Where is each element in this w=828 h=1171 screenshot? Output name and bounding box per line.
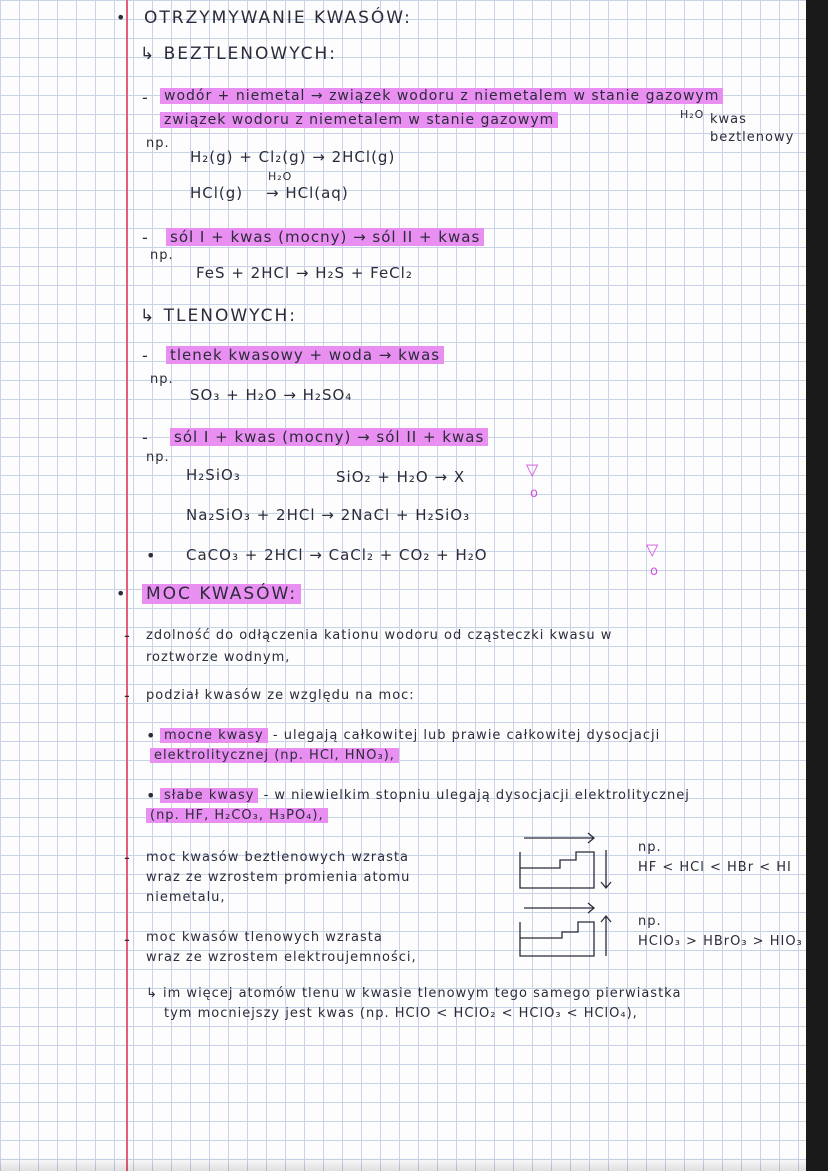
bullet: • [116,584,126,603]
beztlenowe-moc-line2: wraz ze wzrostem promienia atomu [146,870,411,885]
highlight: wodór + niemetal → związek wodoru z niemetalem w stanie gazowym [160,88,723,104]
example-hcl-aq: → HCl(aq) [266,184,349,202]
example-sio2: SiO₂ + H₂O → X [336,468,466,486]
np-label: np. [638,840,662,855]
tlenowe-method1 [166,346,444,364]
example-fes: FeS + 2HCl → H₂S + FeCl₂ [196,264,413,282]
tlenowe-moc-line2: wraz ze wzrostem elektroujemności, [146,950,417,965]
dash: - [124,930,130,949]
margin-line [126,0,128,1171]
example-h2sio3: H₂SiO₃ [186,466,241,484]
circle-mark-icon: o [650,564,658,579]
example-hcl-g: HCl(g) [190,184,244,202]
beztlenowe-moc-line3: niemetalu, [146,890,226,905]
im-wiecej-line2: tym mocniejszy jest kwas (np. HClO < HClO₂ < HClO₃ < HClO₄), [164,1006,638,1021]
beztlenowe-moc-line1: moc kwasów beztlenowych wzrasta [146,850,409,865]
mocne-line2 [150,748,399,763]
diagram-tlenowe-arrows [516,898,628,962]
heading-beztlenowych-text: ↳ BEZTLENOWYCH: [140,44,338,64]
definition-line2: roztworze wodnym, [146,650,291,665]
heading-tlenowych [140,306,297,326]
beztlenowe-order: HF < HCl < HBr < HI [638,860,792,875]
np-label: np. [150,372,174,387]
bullet: • [146,726,156,745]
dash: - [142,88,148,107]
np-label: np. [146,136,170,151]
np-label: np. [150,248,174,263]
highlight: tlenek kwasowy + woda → kwas [166,346,444,364]
tlenowe-order: HClO₃ > HBrO₃ > HIO₃ [638,934,803,949]
bullet: • [116,8,126,27]
dash: - [124,848,130,867]
diagram-beztlenowe-arrows [516,830,628,894]
arrow-over-h2o: H₂O [268,170,293,183]
im-wiecej-line1: ↳ im więcej atomów tlenu w kwasie tlenowym tego samego pierwiastka [146,986,682,1001]
example-na2sio3: Na₂SiO₃ + 2HCl → 2NaCl + H₂SiO₃ [186,506,471,524]
beztlenowe-method1-line1 [160,88,723,104]
highlight: MOC KWASÓW: [142,584,301,604]
tlenowe-method2 [170,428,488,446]
mocne-rest: - ulegają całkowitej lub prawie całkowitej dysocjacji [272,728,661,743]
page-edge [806,0,828,1171]
warning-triangle-icon: ▽ [526,460,539,479]
dash: - [124,686,130,705]
highlight: sól I + kwas (mocny) → sól II + kwas [170,428,488,446]
section-title-otrzymywanie: OTRZYMYWANIE KWASÓW: [144,8,412,28]
bullet: • [146,546,156,565]
example-so3: SO₃ + H₂O → H₂SO₄ [190,386,353,404]
dash: - [142,346,148,365]
dash: - [124,626,130,645]
bullet: • [146,786,156,805]
page-shadow [0,1157,806,1171]
highlight: związek wodoru z niemetalem w stanie gazowym [160,112,558,128]
stair-shape [520,922,594,956]
podzial-text: podział kwasów ze względu na moc: [146,688,415,703]
beztlenowe-method2 [166,228,484,246]
highlight: elektrolitycznej (np. HCl, HNO₃), [150,748,399,763]
slabe-rest: - w niewielkim stopniu ulegają dysocjacji elektrolitycznej [263,788,690,803]
example-h2-cl2: H₂(g) + Cl₂(g) → 2HCl(g) [190,148,396,166]
np-label: np. [146,450,170,465]
stair-shape [520,852,594,888]
arrow-over-label: H₂O [680,108,705,121]
heading-tlenowych-text: ↳ TLENOWYCH: [140,306,297,326]
highlight: sól I + kwas (mocny) → sól II + kwas [166,228,484,246]
beztlenowe-method1-end: kwas [710,112,747,127]
slabe-line1 [160,788,690,803]
beztlenowe-method1-end2: beztlenowy [710,130,795,145]
np-label: np. [638,914,662,929]
circle-mark-icon: o [530,486,538,501]
beztlenowe-method1-line2 [160,112,558,128]
example-caco3: CaCO₃ + 2HCl → CaCl₂ + CO₂ + H₂O [186,546,488,564]
warning-triangle-icon: ▽ [646,540,659,559]
mocne-line1 [160,728,660,743]
section-title-moc [142,584,301,604]
highlight: mocne kwasy [160,728,268,743]
highlight: (np. HF, H₂CO₃, H₃PO₄), [146,808,328,823]
tlenowe-moc-line1: moc kwasów tlenowych wzrasta [146,930,383,945]
slabe-line2 [146,808,328,823]
definition-line1: zdolność do odłączenia kationu wodoru od cząsteczki kwasu w [146,628,613,643]
highlight: słabe kwasy [160,788,258,803]
dash: - [142,428,148,447]
dash: - [142,228,148,247]
heading-beztlenowych [140,44,337,64]
